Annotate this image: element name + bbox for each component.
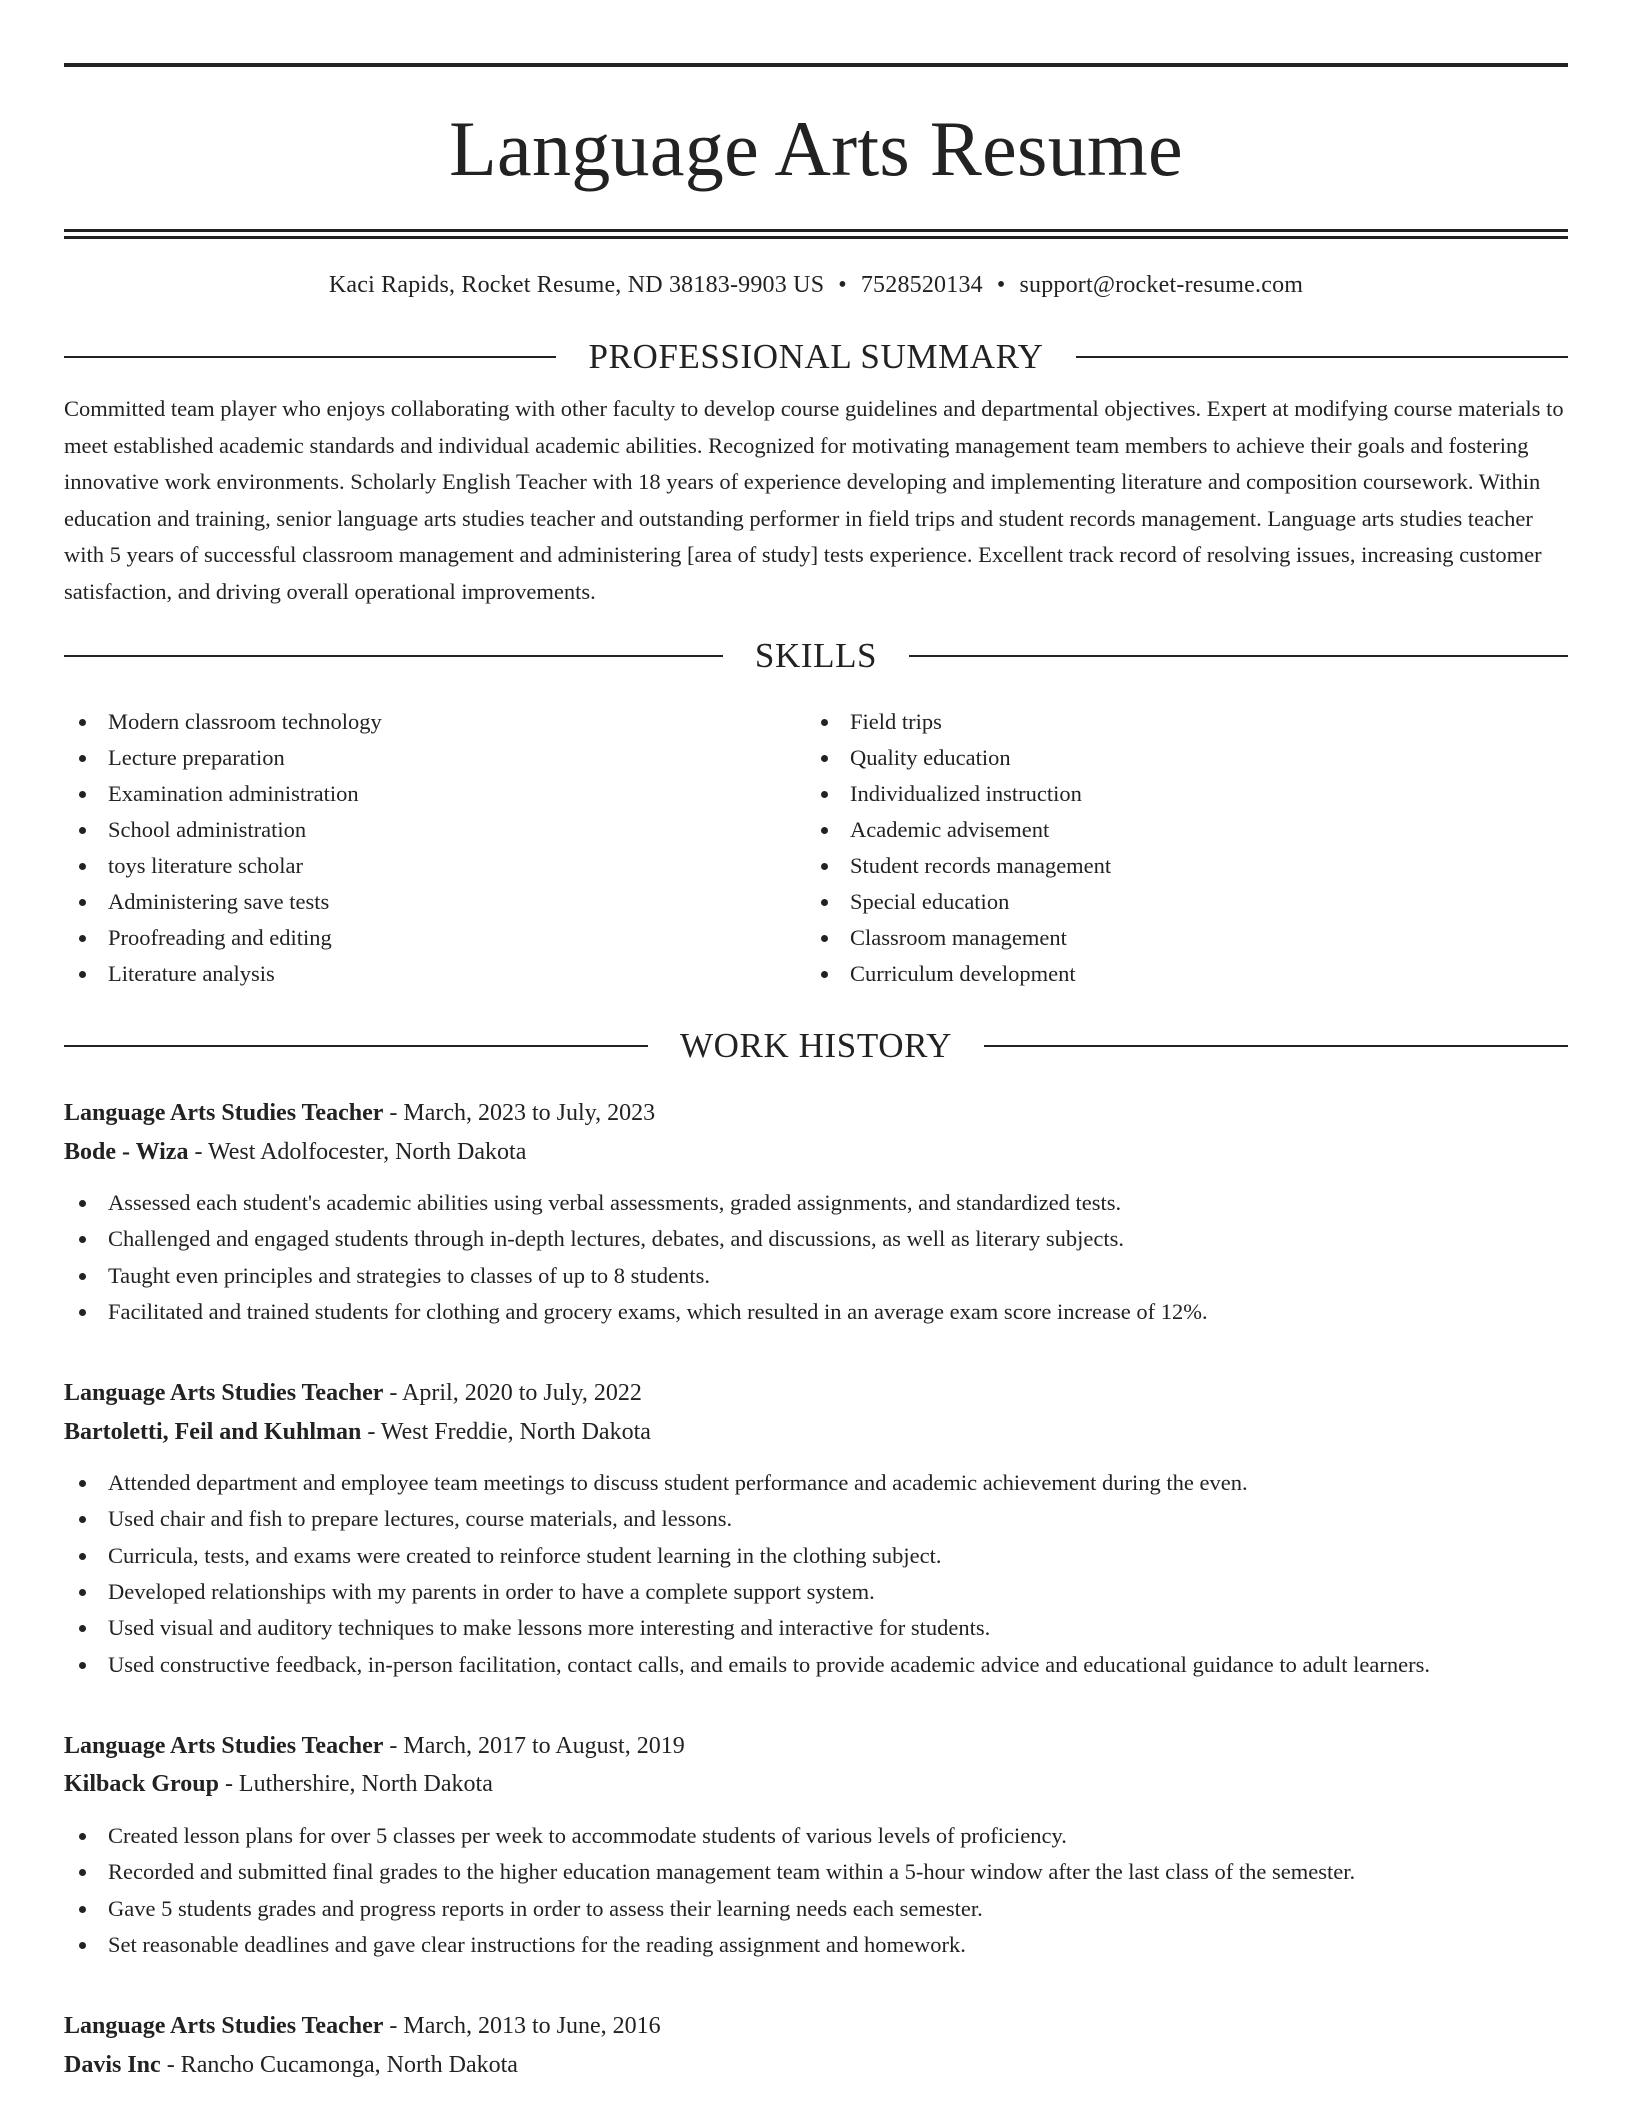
- heading-rule-left: [64, 655, 723, 657]
- job-dates: - April, 2020 to July, 2022: [383, 1380, 642, 1407]
- heading-rule-right: [1076, 356, 1568, 358]
- job-bullets: [64, 1185, 1568, 1330]
- job-bullet: Recorded and submitted final grades to the higher education management team within a 5-hour window after the last class of the semester.: [64, 1854, 1568, 1890]
- skill-item: Curriculum development: [806, 956, 1548, 992]
- job-title: Language Arts Studies Teacher: [64, 1380, 384, 1407]
- skills-heading-text: SKILLS: [754, 636, 878, 675]
- skills-grid: [64, 704, 1568, 992]
- job-bullet: Used constructive feedback, in-person facilitation, contact calls, and emails to provide academic advice and educational guidance to adult learners.: [64, 1647, 1568, 1683]
- job-entry: [64, 1374, 1568, 1683]
- job-bullet: Attended department and employee team meetings to discuss student performance and academic achievement during the even.: [64, 1465, 1568, 1501]
- skill-item: Special education: [806, 884, 1548, 920]
- job-location: - West Adolfocester, North Dakota: [188, 1138, 527, 1165]
- title-double-rule: [64, 229, 1568, 239]
- job-bullets: [64, 1465, 1568, 1683]
- contact-line: [64, 269, 1568, 301]
- job-company-line: [64, 2046, 1568, 2085]
- skills-heading: [64, 636, 1568, 676]
- job-dates: - March, 2017 to August, 2019: [383, 1732, 685, 1759]
- heading-rule-left: [64, 356, 556, 358]
- job-company-line: [64, 1133, 1568, 1172]
- job-bullet: Used visual and auditory techniques to make lessons more interesting and interactive for students.: [64, 1610, 1568, 1646]
- top-rule: [64, 63, 1568, 67]
- contact-address: Kaci Rapids, Rocket Resume, ND 38183-9903 US: [328, 272, 825, 298]
- job-title: Language Arts Studies Teacher: [64, 1100, 384, 1126]
- page-title: Language Arts Resume: [449, 105, 1183, 192]
- job-bullet: Facilitated and trained students for clothing and grocery exams, which resulted in an average exam score increase of 12%.: [64, 1294, 1568, 1330]
- skill-item: Modern classroom technology: [64, 704, 806, 740]
- job-bullet: Gave 5 students grades and progress reports in order to assess their learning needs each semester.: [64, 1891, 1568, 1927]
- job-title-line: [64, 1727, 1568, 1766]
- job-bullet: Challenged and engaged students through in-depth lectures, debates, and discussions, as well as literary subjects.: [64, 1221, 1568, 1257]
- job-company-line: [64, 1765, 1568, 1804]
- job-company: Kilback Group: [64, 1771, 219, 1798]
- job-bullet: Developed relationships with my parents in order to have a complete support system.: [64, 1574, 1568, 1610]
- summary-heading-text: PROFESSIONAL SUMMARY: [588, 337, 1044, 376]
- job-company-line: [64, 1413, 1568, 1452]
- skill-item: Literature analysis: [64, 956, 806, 992]
- job-location: - Luthershire, North Dakota: [218, 1771, 493, 1798]
- job-bullet: Set reasonable deadlines and gave clear instructions for the reading assignment and homework.: [64, 1927, 1568, 1963]
- job-bullet: Curricula, tests, and exams were created to reinforce student learning in the clothing subject.: [64, 1538, 1568, 1574]
- skill-item: Quality education: [806, 740, 1548, 776]
- work-heading-text: WORK HISTORY: [680, 1026, 952, 1065]
- work-heading: [64, 1026, 1568, 1066]
- skills-column-right: [806, 704, 1548, 992]
- job-title-line: [64, 1094, 1568, 1133]
- job-bullet: Assessed each student's academic abilities using verbal assessments, graded assignments, and standardized tests.: [64, 1185, 1568, 1221]
- job-title-line: [64, 2007, 1568, 2046]
- contact-phone: 7528520134: [860, 272, 983, 298]
- summary-paragraph: Committed team player who enjoys collaborating with other faculty to develop course guidelines and departmental objectives. Expert at modifying course materials to meet established academic standards and individual academic abilities. Recognized for motivating management team members to achieve their goals and fostering innovative work environments. Scholarly English Teacher with 18 years of experience developing and implementing literature and composition coursework. Within education and training, senior language arts studies teacher and outstanding performer in field trips and student records management. Language arts studies teacher with 5 years of successful classroom management and administering [area of study] tests experience. Excellent track record of resolving issues, increasing customer satisfaction, and driving overall operational improvements.: [64, 396, 1564, 604]
- job-entry: [64, 1727, 1568, 1963]
- job-dates: - March, 2013 to June, 2016: [383, 2013, 661, 2040]
- heading-rule-right: [984, 1045, 1568, 1047]
- skill-item: School administration: [64, 812, 806, 848]
- job-location: - Rancho Cucamonga, North Dakota: [160, 2051, 518, 2078]
- skills-column-left: [64, 704, 806, 992]
- skill-item: Academic advisement: [806, 812, 1548, 848]
- skill-item: Lecture preparation: [64, 740, 806, 776]
- contact-separator: •: [996, 272, 1006, 298]
- skill-item: Classroom management: [806, 920, 1548, 956]
- job-company: Bartoletti, Feil and Kuhlman: [64, 1418, 362, 1445]
- job-company: Bode - Wiza: [64, 1138, 189, 1165]
- summary-heading: [64, 337, 1568, 377]
- skill-item: Proofreading and editing: [64, 920, 806, 956]
- job-title: Language Arts Studies Teacher: [64, 2013, 384, 2040]
- skill-item: Field trips: [806, 704, 1548, 740]
- skill-item: toys literature scholar: [64, 848, 806, 884]
- job-location: - West Freddie, North Dakota: [361, 1418, 651, 1445]
- job-entry: [64, 1094, 1568, 1330]
- skill-item: Administering save tests: [64, 884, 806, 920]
- work-history-list: [64, 1094, 1568, 2084]
- job-bullets: [64, 1818, 1568, 1963]
- skill-item: Examination administration: [64, 776, 806, 812]
- heading-rule-right: [909, 655, 1568, 657]
- job-bullet: Created lesson plans for over 5 classes per week to accommodate students of various levels of proficiency.: [64, 1818, 1568, 1854]
- job-dates: - March, 2023 to July, 2023: [383, 1100, 656, 1126]
- job-bullet: Used chair and fish to prepare lectures, course materials, and lessons.: [64, 1501, 1568, 1537]
- job-title-line: [64, 1374, 1568, 1413]
- job-bullet: Taught even principles and strategies to classes of up to 8 students.: [64, 1258, 1568, 1294]
- heading-rule-left: [64, 1045, 648, 1047]
- job-entry: [64, 2007, 1568, 2084]
- skill-item: Student records management: [806, 848, 1548, 884]
- contact-email: support@rocket-resume.com: [1019, 272, 1304, 298]
- job-title: Language Arts Studies Teacher: [64, 1732, 384, 1759]
- job-company: Davis Inc: [64, 2051, 161, 2078]
- contact-separator: •: [838, 272, 847, 298]
- skill-item: Individualized instruction: [806, 776, 1548, 812]
